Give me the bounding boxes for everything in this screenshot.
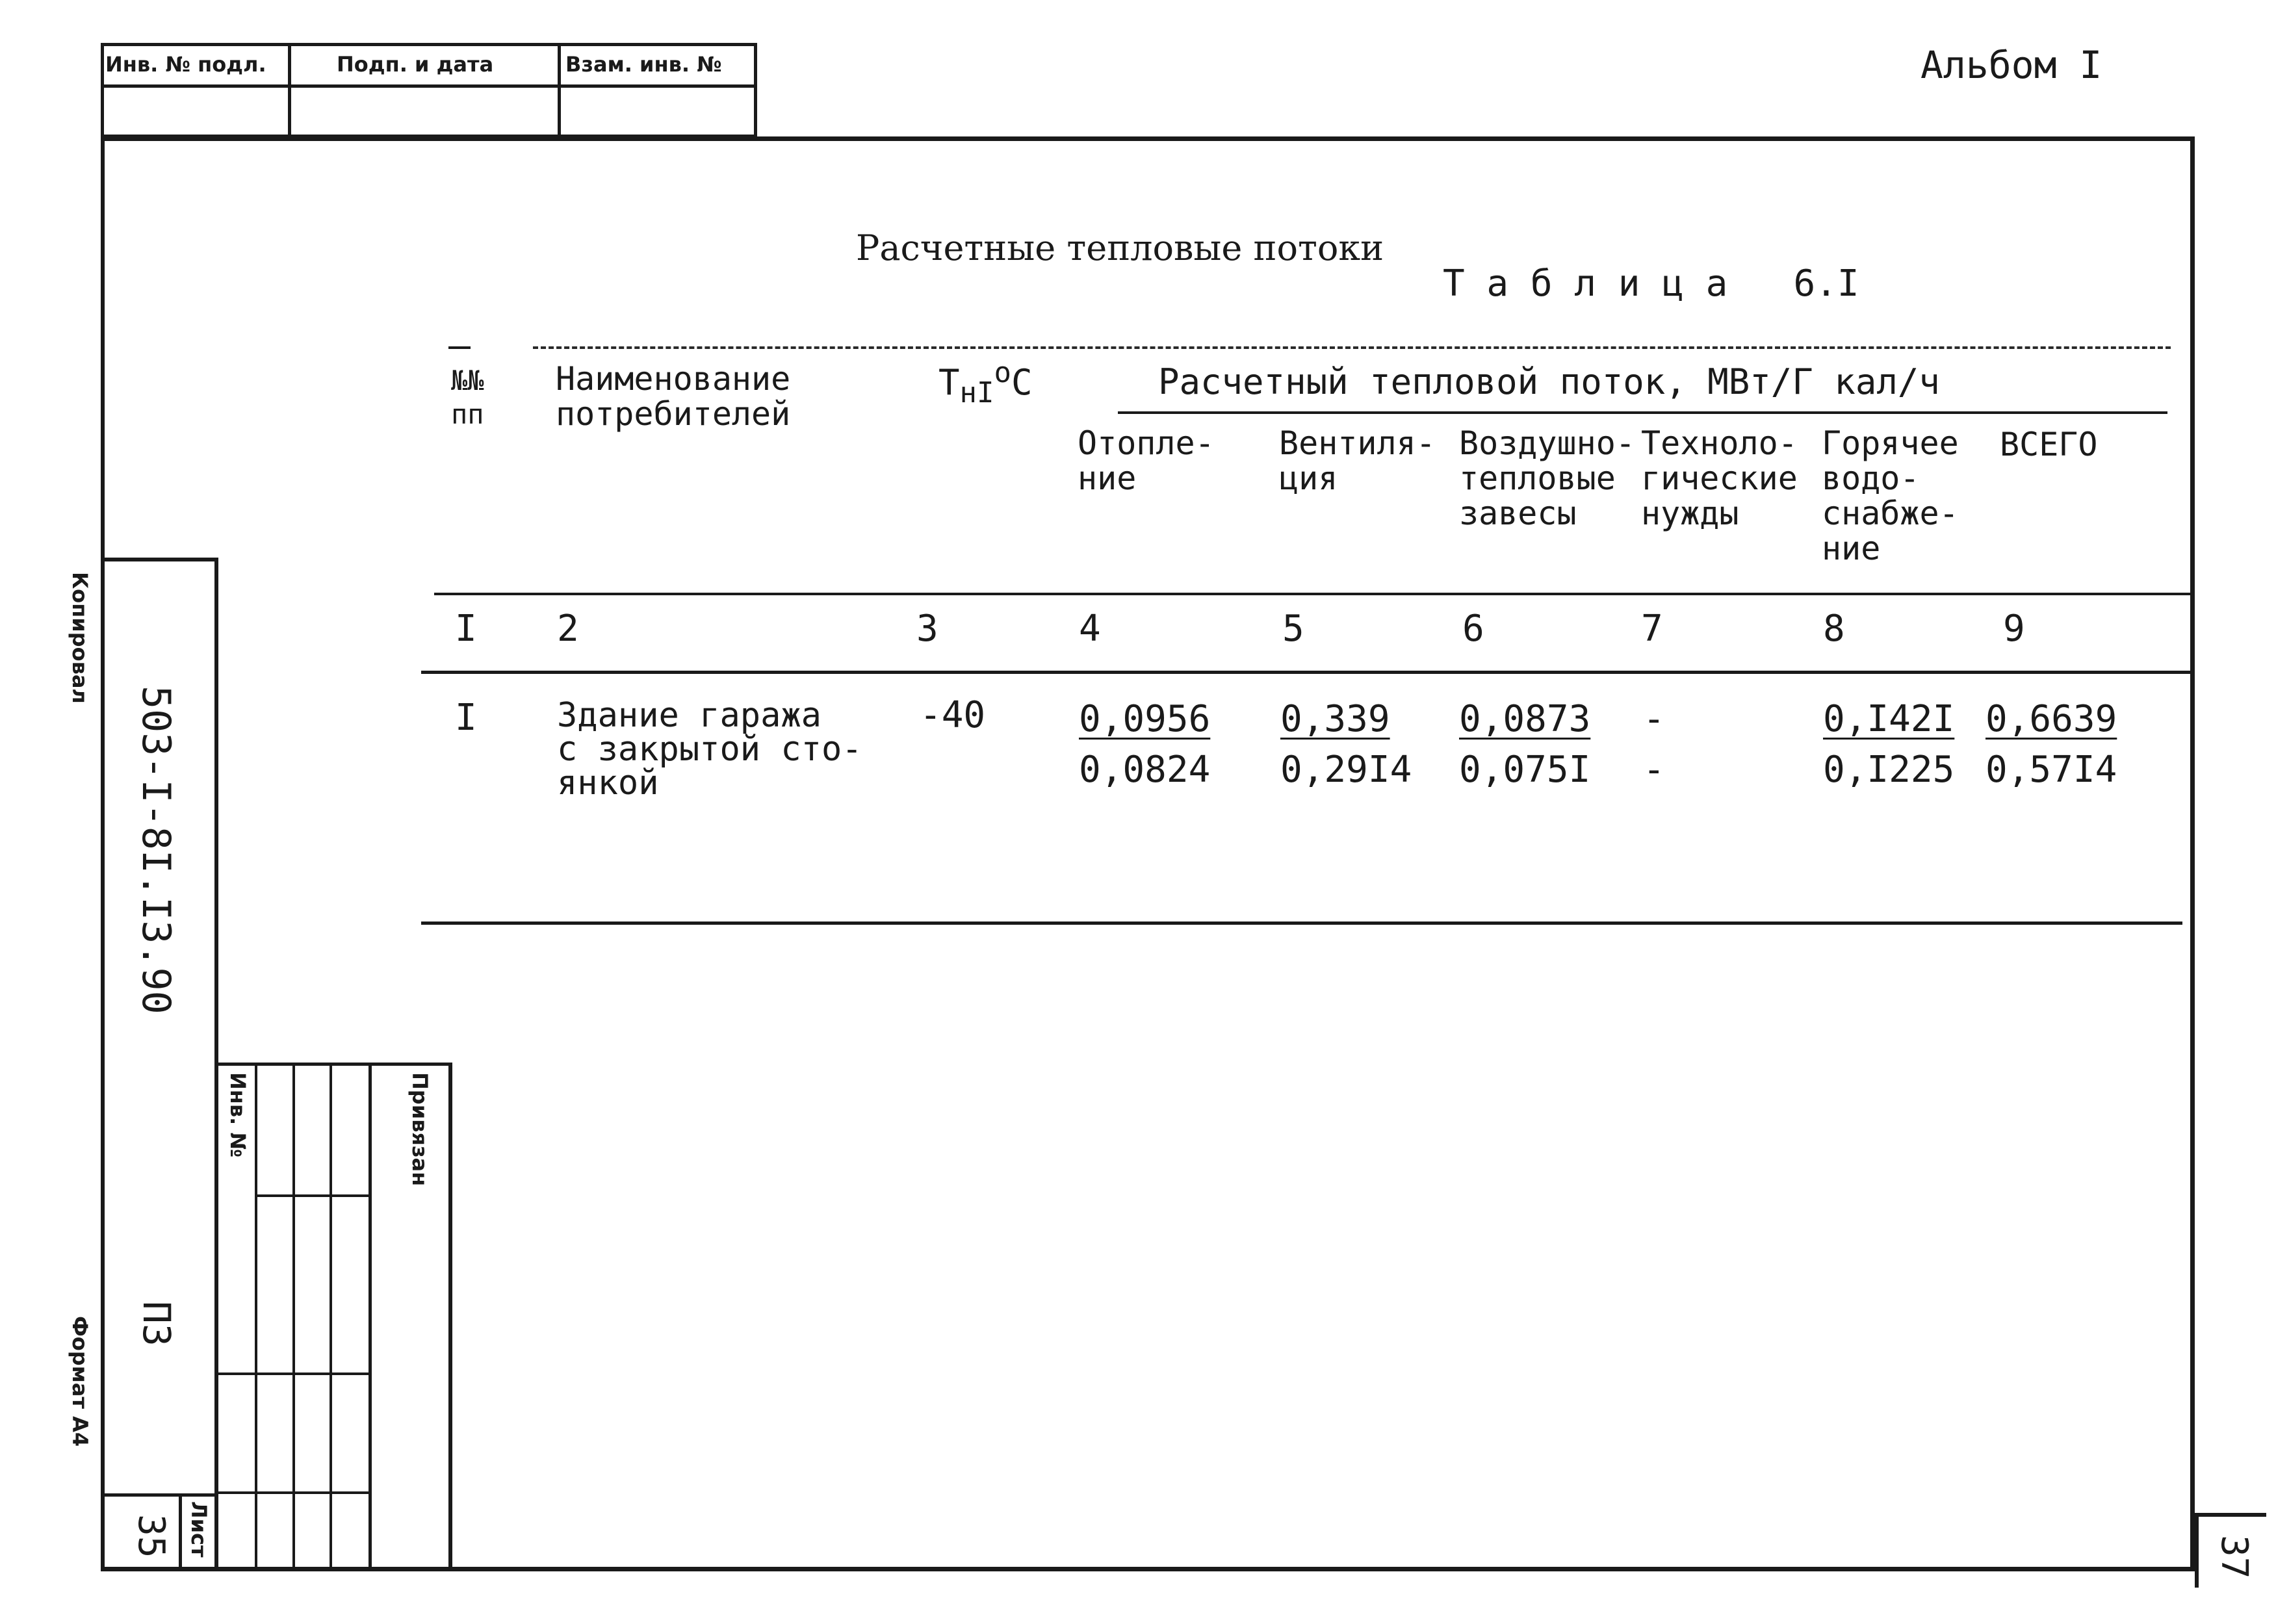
header-ventilation: Вентиля- ция bbox=[1279, 424, 1436, 497]
table-top-rule bbox=[533, 346, 2171, 349]
document-code: 503-I-8I.I3.90 bbox=[133, 686, 179, 1014]
left-stamp-sheet-col bbox=[179, 1493, 182, 1571]
privyazan-grid-row bbox=[218, 1491, 370, 1494]
podp-data-label: Подп. и дата bbox=[337, 52, 494, 77]
top-stamp-col-divider bbox=[558, 43, 561, 138]
column-number: 9 bbox=[2003, 608, 2025, 650]
header-total: ВСЕГО bbox=[2000, 426, 2098, 463]
format-label: Формат А4 bbox=[68, 1316, 92, 1447]
privyazan-grid-top bbox=[218, 1063, 452, 1066]
privyazan-label: Привязан bbox=[407, 1072, 432, 1187]
header-hot-water: Горячее водо- снабже- ние bbox=[1822, 424, 1959, 567]
left-stamp-top bbox=[101, 558, 218, 561]
page-number-frame bbox=[2195, 1513, 2199, 1588]
header-heating: Отопле- ние bbox=[1078, 424, 1215, 497]
table-bottom-rule bbox=[421, 922, 2182, 925]
cell-tech-needs: - - bbox=[1643, 698, 1665, 791]
header-air-curtains: Воздушно- тепловые завесы bbox=[1459, 424, 1635, 532]
cell-total: 0,6639 0,57I4 bbox=[1985, 698, 2117, 791]
sheet-number: 35 bbox=[130, 1514, 172, 1558]
group-header-rule bbox=[1118, 411, 2167, 414]
page-number: 37 bbox=[2213, 1535, 2255, 1579]
row-name: Здание гаража с закрытой сто- янкой bbox=[557, 696, 862, 803]
header-num: №№ пп bbox=[451, 365, 484, 430]
row-num: I bbox=[455, 697, 477, 739]
top-stamp-divider bbox=[101, 84, 757, 88]
header-name: Наименование потребителей bbox=[556, 360, 791, 433]
kopiroval-label: Копировал bbox=[68, 572, 92, 704]
sheet-label: Лист bbox=[187, 1501, 211, 1558]
column-number: 5 bbox=[1282, 608, 1304, 650]
column-number: 2 bbox=[557, 608, 579, 650]
privyazan-grid-right bbox=[448, 1063, 452, 1569]
cell-air-curtains: 0,0873 0,075I bbox=[1459, 698, 1591, 791]
column-number: 4 bbox=[1079, 608, 1101, 650]
header-bottom-rule bbox=[434, 593, 2192, 595]
column-numbers-rule bbox=[421, 671, 2192, 674]
privyazan-grid-row bbox=[218, 1373, 370, 1375]
section-code: ПЗ bbox=[135, 1301, 179, 1347]
frame-right bbox=[2190, 136, 2195, 1571]
privyazan-grid-row bbox=[255, 1194, 370, 1197]
row-temperature: -40 bbox=[920, 694, 986, 736]
cell-ventilation: 0,339 0,29I4 bbox=[1280, 698, 1412, 791]
table-top-rule-tick bbox=[448, 346, 471, 349]
column-number: 3 bbox=[916, 608, 938, 650]
frame-bottom bbox=[101, 1567, 2195, 1571]
page-number-divider bbox=[2195, 1513, 2266, 1517]
inv-podl-label: Инв. № подл. bbox=[105, 52, 266, 77]
page-title: Расчетные тепловые потоки bbox=[856, 227, 1384, 268]
header-temperature: $T_{нI}^oC$ bbox=[938, 356, 1033, 409]
album-label: Альбом I bbox=[1920, 43, 2102, 87]
frame-top bbox=[101, 136, 2195, 141]
cell-hot-water: 0,I42I 0,I225 bbox=[1823, 698, 1955, 791]
column-number: I bbox=[455, 608, 477, 650]
inv-no-label: Инв. № bbox=[226, 1072, 250, 1157]
header-group: Расчетный тепловой поток, МВт/Г кал/ч bbox=[1158, 361, 1940, 402]
column-number: 7 bbox=[1641, 608, 1663, 650]
left-stamp-sheet-divider bbox=[101, 1493, 218, 1497]
frame-left bbox=[101, 136, 105, 1571]
vzam-inv-label: Взам. инв. № bbox=[565, 52, 722, 77]
cell-heating: 0,0956 0,0824 bbox=[1079, 698, 1211, 791]
top-stamp-col-divider bbox=[288, 43, 291, 138]
column-number: 6 bbox=[1462, 608, 1484, 650]
column-number: 8 bbox=[1823, 608, 1845, 650]
table-label: Т а б л и ц а 6.I bbox=[1443, 263, 1859, 305]
header-tech-needs: Техноло- гические нужды bbox=[1641, 424, 1798, 532]
